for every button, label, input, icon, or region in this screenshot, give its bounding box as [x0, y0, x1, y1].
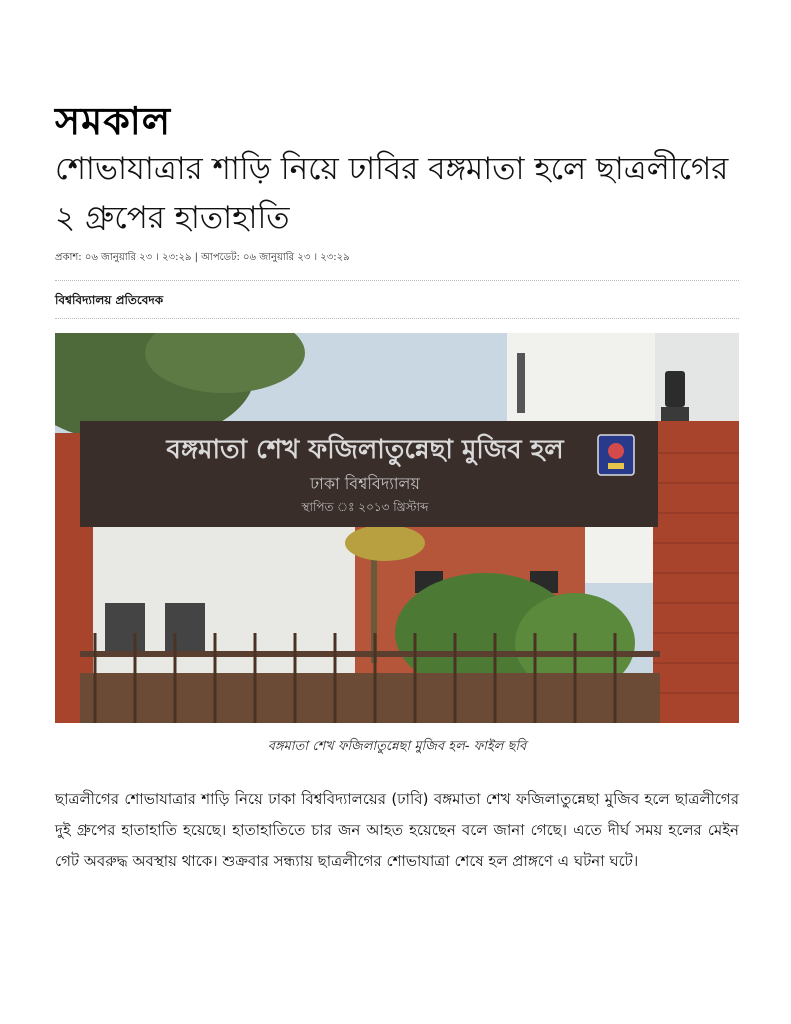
byline[interactable]: বিশ্ববিদ্যালয় প্রতিবেদক [55, 293, 164, 307]
article-photo [55, 333, 739, 723]
gate-sign-line2: ঢাকা বিশ্ববিদ্যালয় [310, 474, 420, 493]
photo-caption: বঙ্গমাতা শেখ ফজিলাতুন্নেছা মুজিব হল- ফাইল ছবি [267, 739, 527, 754]
gate-sign-line1: বঙ্গমাতা শেখ ফজিলাতুন্নেছা মুজিব হল [166, 435, 564, 465]
divider [55, 318, 739, 319]
article-body: ছাত্রলীগের শোভাযাত্রার শাড়ি নিয়ে ঢাকা বিশ্ববিদ্যালয়ের (ঢাবি) বঙ্গমাতা শেখ ফজিলাতুন্নেছা মুজিব হলে ছাত্রলীগের দুই গ্রুপের হাতাহাতি হয়েছে। হাতাহাতিতে চার জন আহত হয়েছেন বলে জানা গেছে। এতে দীর্ঘ সময় হলের মেইন গেট অবরুদ্ধ অবস্থায় থাকে। শুক্রবার সন্ধ্যায় ছাত্রলীগের শোভাযাত্রা শেষে হল প্রাঙ্গণে এ ঘটনা ঘটে। [55, 790, 739, 870]
article-headline: শোভাযাত্রার শাড়ি নিয়ে ঢাবির বঙ্গমাতা হলে ছাত্রলীগের ২ গ্রুপের হাতাহাতি [55, 151, 729, 236]
divider [55, 280, 739, 281]
publish-meta: প্রকাশ: ০৬ জানুয়ারি ২৩ । ২৩:২৯ | আপডেট: ০৬ জানুয়ারি ২৩ । ২৩:২৯ [55, 252, 350, 263]
gate-sign-line3: স্থাপিত ঃ ২০১৩ খ্রিস্টাব্দ [301, 500, 429, 514]
site-logo[interactable]: সমকাল [55, 98, 172, 143]
university-emblem-icon [598, 435, 634, 475]
